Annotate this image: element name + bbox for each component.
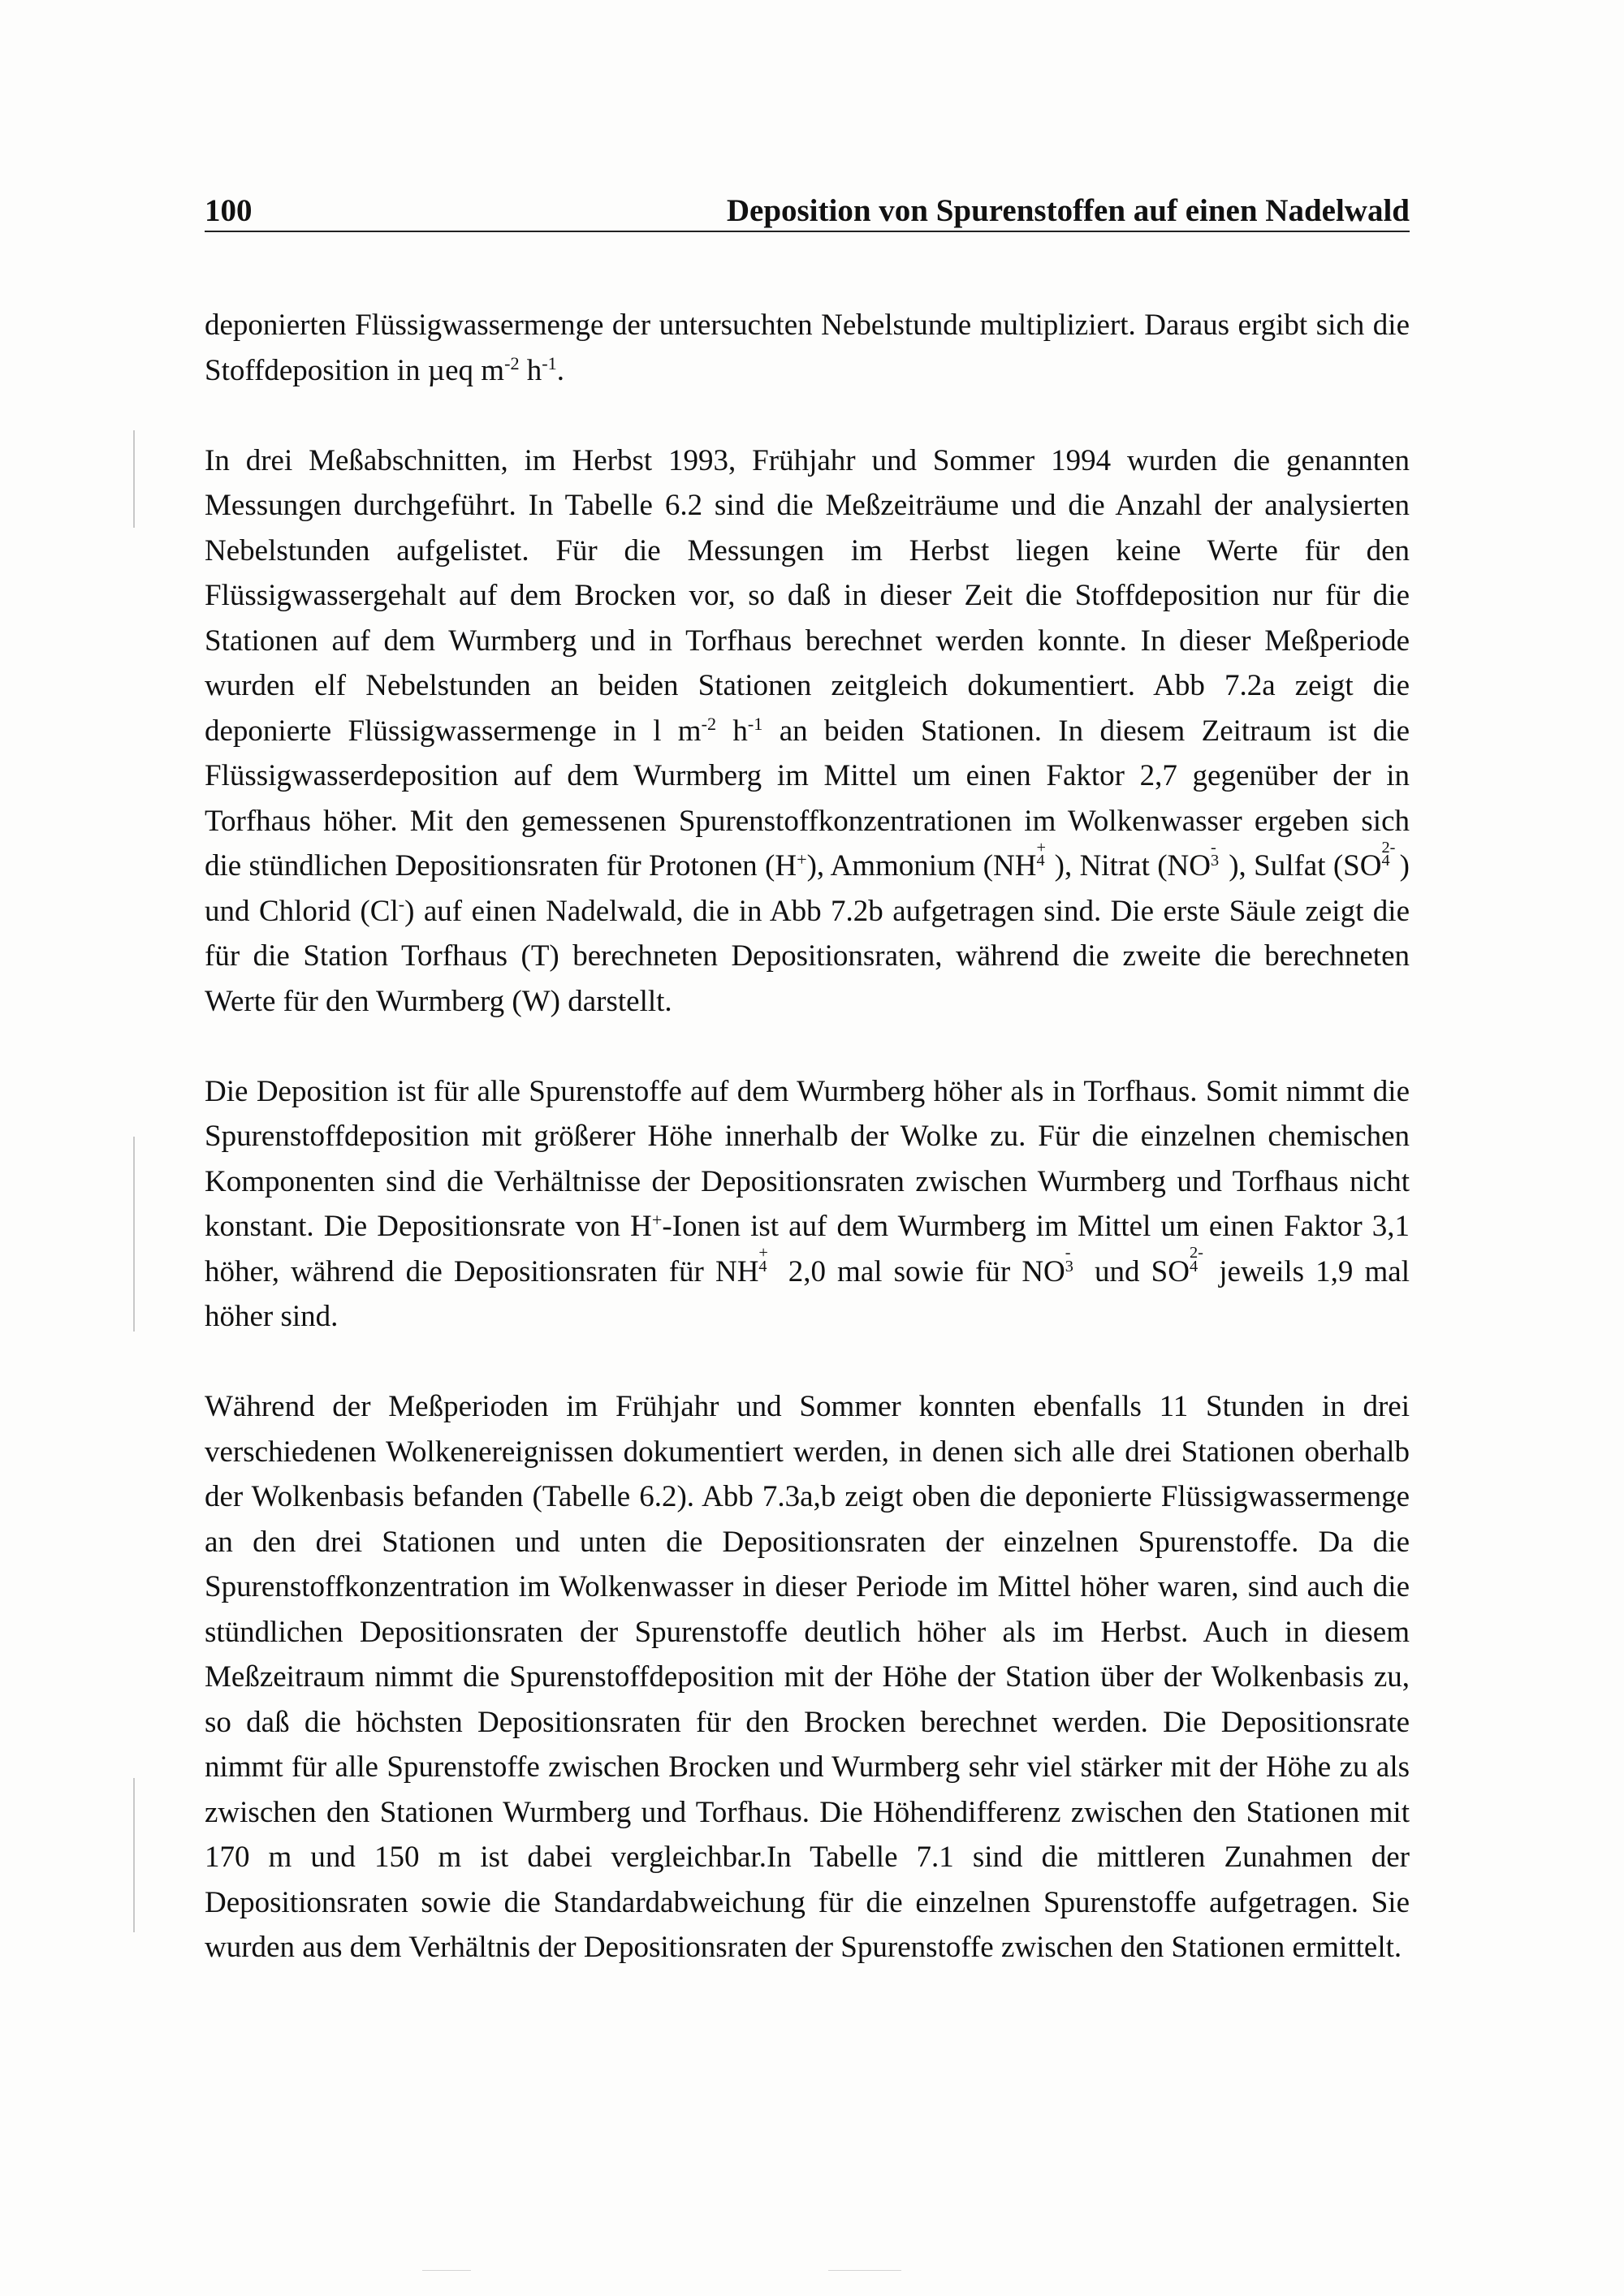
ion-nh4-charge: +: [1036, 838, 1046, 857]
ion-h: H: [775, 849, 797, 883]
unit-h: h: [526, 353, 542, 387]
scan-bottom-mark: [828, 2270, 901, 2271]
ion-nh4-b-charge: +: [758, 1244, 768, 1262]
ion-h-b: H: [630, 1210, 652, 1243]
p3-text-e: jeweils 1,9 mal höher sind.: [205, 1254, 1410, 1333]
paragraph-3: [205, 1069, 1410, 1340]
ion-h-charge: +: [797, 848, 807, 870]
scan-margin-mark: [133, 430, 135, 528]
running-title: Deposition von Spurenstoffen auf einen Nadelwald: [726, 193, 1410, 228]
ion-no3-b: NO: [1021, 1254, 1065, 1288]
unit-exp-m2: -2: [504, 353, 520, 374]
paragraph-1: [205, 303, 1410, 393]
p1-text-a: deponierten Flüssigwassermenge der untersuchten Nebelstunde multipliziert. Daraus ergibt sich die Stoffdeposition in: [205, 309, 1410, 387]
unit-exp-h1-b: -1: [747, 714, 763, 735]
running-header: [205, 192, 1410, 232]
ion-so4-b-indices: [1189, 1244, 1207, 1281]
ion-so4-b: SO: [1151, 1254, 1190, 1288]
ion-no3: NO: [1167, 849, 1211, 883]
ion-no3-b-indices: [1065, 1244, 1083, 1281]
p3-text-d: und: [1082, 1254, 1151, 1288]
unit-l: l m: [653, 714, 702, 748]
ion-nh4-sub: 4: [1036, 852, 1045, 870]
ion-no3-b-charge: -: [1065, 1244, 1071, 1262]
p2-text-f: ) und Chlorid (: [205, 849, 1410, 928]
p2-text-a: In drei Meßabschnitten, im Herbst 1993, Frühjahr und Sommer 1994 wurden die genannten Messungen durchgeführt. In Tabelle 6.2 sind die Meßzeiträume und die Anzahl der analysierten Nebelstunden aufgelistet. Für die Messungen im Herbst liegen keine Werte für den Flüssigwassergehalt auf dem Brocken vor, so daß in dieser Zeit die Stoffdeposition nur für die Stationen auf dem Wurmberg und in Torfhaus berechnet werden konnte. In dieser Meßperiode wurden elf Nebelstunden an beiden Stationen zeitgleich dokumentiert. Abb 7.2a zeigt die deponierte Flüssigwassermenge in: [205, 443, 1410, 748]
scan-bottom-mark: [422, 2270, 471, 2271]
ion-so4-b-charge: 2-: [1189, 1244, 1203, 1262]
paragraph-4: Während der Meßperioden im Frühjahr und Sommer konnten ebenfalls 11 Stunden in drei verschiedenen Wolkenereignissen dokumentiert werden, in denen sich alle drei Stationen oberhalb der Wolkenbasis befanden (Tabelle 6.2). Abb 7.3a,b zeigt oben die deponierte Flüssigwassermenge an den drei Stationen und unten die Depositionsraten der einzelnen Spurenstoffe. Da die Spurenstoffkonzentration im Wolkenwasser in dieser Periode im Mittel höher waren, sind auch die stündlichen Depositionsraten der Spurenstoffe deutlich höher als im Herbst. Auch in diesem Meßzeitraum nimmt die Spurenstoffdeposition mit der Höhe der Station über der Wolkenbasis zu, so daß die höchsten Depositionsraten für den Brocken berechnet werden. Die Depositionsrate nimmt für alle Spurenstoffe zwischen Brocken und Wurmberg sehr viel stärker mit der Höhe zu als zwischen den Stationen Wurmberg und Torfhaus. Die Höhendifferenz zwischen den Stationen mit 170 m und 150 m ist dabei vergleichbar.In Tabelle 7.1 sind die mittleren Zunahmen der Depositionsraten sowie die Standardabweichung für die einzelnen Spurenstoffe aufgetragen. Sie wurden aus dem Verhältnis der Depositionsraten der Spurenstoffe zwischen den Stationen ermittelt.: [205, 1390, 1410, 1964]
body-text: [205, 303, 1410, 1970]
paragraph-2: [205, 438, 1410, 1025]
ion-so4-sub: 4: [1381, 852, 1390, 870]
p3-text-b: ist auf dem Wurmberg im Mittel um einen Faktor 3,1 höher, während die Depositionsraten für: [205, 1210, 1410, 1288]
ion-nh4: NH: [993, 849, 1037, 883]
p2-text-g: ) auf einen Nadelwald, die in Abb 7.2b aufgetragen sind. Die erste Säule zeigt die für die Station Torfhaus (T) berechneten Depositionsraten, während die zweite die berechneten Werte für den Wurmberg (W) darstellt.: [205, 894, 1410, 1018]
ion-no3-b-sub: 3: [1065, 1257, 1073, 1275]
unit-h-b: h: [732, 714, 748, 748]
ion-so4-indices: [1381, 838, 1399, 875]
ion-so4: SO: [1343, 849, 1382, 883]
scan-margin-mark: [133, 1778, 135, 1932]
ion-so4-charge: 2-: [1381, 838, 1396, 857]
scan-margin-mark: [133, 1137, 135, 1331]
p2-text-e: ), Sulfat (: [1229, 849, 1344, 883]
ion-nh4-b-sub: 4: [758, 1257, 767, 1275]
p1-text-b: .: [556, 353, 565, 387]
ion-cl: Cl: [369, 894, 399, 928]
ion-nh4-indices: [1036, 838, 1054, 875]
unit-ueq: µeq m: [427, 353, 505, 387]
ion-nh4-b: NH: [715, 1254, 759, 1288]
p2-text-b: an beiden Stationen. In diesem Zeitraum ist die Flüssigwasserdeposition auf dem Wurmberg im Mittel um einen Faktor 2,7 gegenüber der in Torfhaus höher. Mit den gemessenen Spurenstoffkonzentrationen im Wolkenwasser ergeben sich die stündlichen Depositionsraten für Protonen (: [205, 714, 1410, 883]
unit-exp-h1: -1: [542, 353, 557, 374]
p3-text-a: Die Deposition ist für alle Spurenstoffe auf dem Wurmberg höher als in Torfhaus. Somit nimmt die Spurenstoffdeposition mit größerer Höhe innerhalb der Wolke zu. Für die einzelnen chemischen Komponenten sind die Verhältnisse der Depositionsraten zwischen Wurmberg und Torfhaus nicht konstant. Die Depositionsrate von: [205, 1074, 1410, 1243]
ion-h-b-charge: +: [651, 1209, 663, 1230]
p2-text-c: ), Ammonium (: [806, 849, 993, 883]
ion-no3-charge: -: [1211, 838, 1216, 857]
p3-text-c: 2,0 mal sowie für: [776, 1254, 1022, 1288]
ion-h-suffix: -Ionen: [662, 1210, 741, 1243]
ion-no3-indices: [1211, 838, 1229, 875]
ion-no3-sub: 3: [1211, 852, 1220, 870]
page-number: 100: [205, 193, 253, 228]
ion-cl-charge: -: [398, 894, 405, 915]
ion-nh4-b-indices: [758, 1244, 776, 1281]
ion-so4-b-sub: 4: [1189, 1257, 1199, 1275]
unit-exp-m2-b: -2: [701, 714, 717, 735]
p2-text-d: ), Nitrat (: [1054, 849, 1168, 883]
